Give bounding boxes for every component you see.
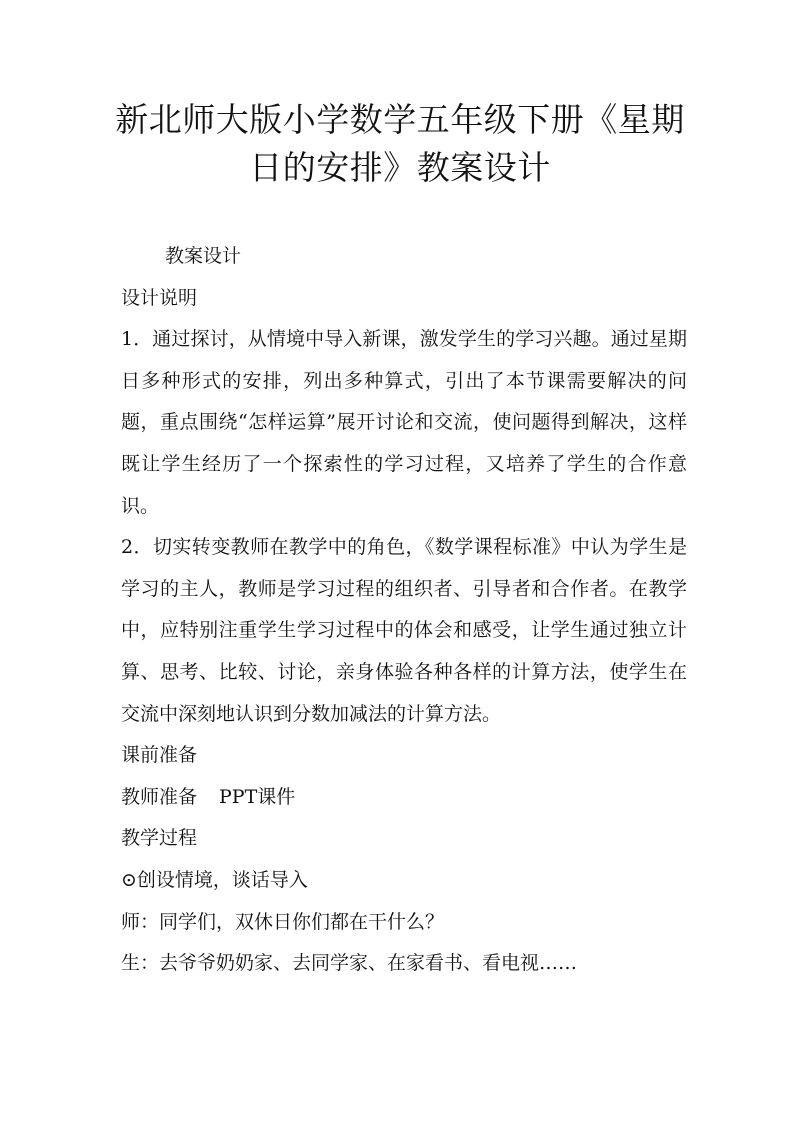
design-notes-heading: 设计说明: [121, 286, 198, 309]
prep-heading: 课前准备: [121, 744, 198, 767]
teacher-prep-line: [121, 777, 687, 819]
design-note-1: 1．通过探讨，从情境中导入新课，激发学生的学习兴趣。通过星期日多种形式的安排，列出多种算式，引出了本节课需要解决的问题，重点围绕“怎样运算”展开讨论和交流，使问题得到解决，这样既让学生经历了一个探索性的学习过程，又培养了学生的合作意识。: [121, 328, 687, 517]
teacher-dialogue-line: 师：同学们，双休日你们都在干什么？: [121, 910, 445, 933]
process-heading: 教学过程: [121, 827, 198, 850]
document-title: 新北师大版小学数学五年级下册《星期日的安排》教案设计: [115, 100, 685, 187]
design-note-2: 2．切实转变教师在教学中的角色，《数学课程标准》中认为学生是学习的主人，教师是学习过程的组织者、引导者和合作者。在教学中，应特别注重学生学习过程中的体会和感受，让学生通过独立计算、思考、比较、讨论，亲身体验各种各样的计算方法，使学生在交流中深刻地认识到分数加减法的计算方法。: [121, 536, 687, 725]
document-body: [121, 236, 687, 985]
step-1-heading: ⊙创设情境，谈话导入: [121, 868, 308, 891]
section-heading: 教案设计: [165, 245, 242, 267]
student-dialogue-line: 生：去爷爷奶奶家、去同学家、在家看书、看电视……: [121, 952, 578, 975]
teacher-prep-value: PPT课件: [219, 785, 296, 808]
teacher-prep-label: 教师准备: [121, 785, 198, 808]
